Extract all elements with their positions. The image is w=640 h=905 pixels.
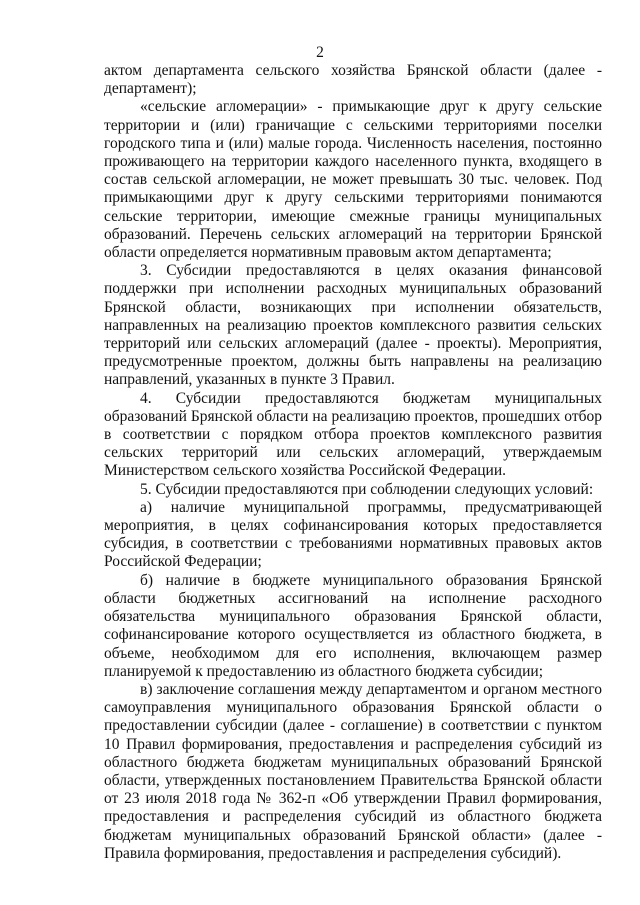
paragraph-department-definition: актом департамента сельского хозяйства Брянской области (далее - департамент); xyxy=(104,62,602,98)
paragraph-item-5: 5. Субсидии предоставляются при соблюдении следующих условий: xyxy=(140,480,594,498)
paragraph-condition-b: б) наличие в бюджете муниципального образования Брянской области бюджетных ассигнований на исполнение расходного обязательства муниципального образования Брянской области, софинансирование которого осуществляется из областного бюджета, в объеме, необходимом для его исполнения, включающем размер планируемой к предоставлению из областного бюджета субсидии; xyxy=(104,571,602,680)
paragraph-condition-a: а) наличие муниципальной программы, предусматривающей мероприятия, в целях софинансирования которых предоставляется субсидия, в соответствии с требованиями нормативных правовых актов Российской Федерации; xyxy=(104,498,602,571)
paragraph-rural-agglomerations: «сельские агломерации» - примыкающие друг к другу сельские территории и (или) граничащие с сельскими территориями поселки городского типа и (или) малые города. Численность населения, постоянно проживающего на территории каждого населенного пункта, входящего в состав сельской агломерации, не может превышать 30 тыс. человек. Под примыкающими друг к другу сельскими территориями понимаются сельские территории, имеющие смежные границы муниципальных образований. Перечень сельских агломераций на территории Брянской области определяется нормативным правовым актом департамента; xyxy=(104,98,602,262)
document-body xyxy=(104,62,602,863)
paragraph-item-4: 4. Субсидии предоставляются бюджетам муниципальных образований Брянской области на реализацию проектов, прошедших отбор в соответствии с порядком отбора проектов комплексного развития сельских территорий или сельских агломераций, утверждаемым Министерством сельского хозяйства Российской Федерации. xyxy=(104,389,602,480)
page-number: 2 xyxy=(316,44,324,61)
paragraph-condition-c: в) заключение соглашения между департаментом и органом местного самоуправления муниципального образования Брянской области о предоставлении субсидии (далее - соглашение) в соответствии с пунктом 10 Правил формирования, предоставления и распределения субсидий из областного бюджета бюджетам муниципальных образований Брянской области, утвержденных постановлением Правительства Брянской области от 23 июля 2018 года № 362-п «Об утверждении Правил формирования, предоставления и распределения субсидий из областного бюджета бюджетам муниципальных образований Брянской области» (далее - Правила формирования, предоставления и распределения субсидий). xyxy=(104,680,602,862)
paragraph-item-3: 3. Субсидии предоставляются в целях оказания финансовой поддержки при исполнении расходных муниципальных образований Брянской области, возникающих при исполнении обязательств, направленных на реализацию проектов комплексного развития сельских территорий или сельских агломераций (далее - проекты). Мероприятия, предусмотренные проектом, должны быть направлены на реализацию направлений, указанных в пункте 3 Правил. xyxy=(104,262,602,389)
